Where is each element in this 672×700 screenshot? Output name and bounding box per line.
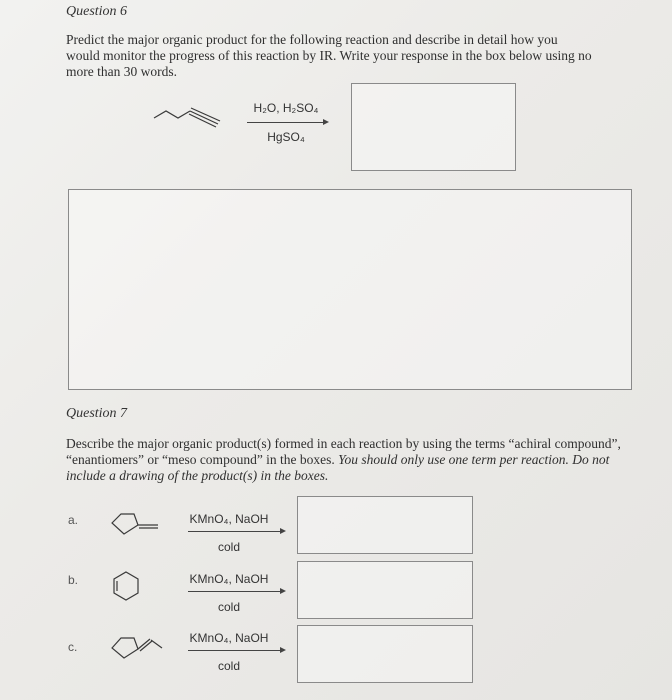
- reaction-c-answer-box[interactable]: [297, 625, 473, 683]
- q6-reagent-bottom: HgSO₄: [267, 130, 305, 144]
- reaction-a-reagent-top: KMnO₄, NaOH: [189, 512, 269, 526]
- question-6-text: [66, 32, 656, 80]
- reaction-b-arrow: [188, 591, 284, 592]
- reaction-b-reagent-bottom: cold: [217, 600, 240, 614]
- reaction-c-arrow: [188, 650, 284, 651]
- reaction-b-label: b.: [68, 573, 79, 587]
- question-7-line-2-normal: “enantiomers” or “meso compound” in the boxes.: [66, 452, 335, 467]
- question-7-title: Question 7: [66, 406, 128, 421]
- q6-answer-box[interactable]: [68, 189, 632, 390]
- reaction-c-reagent-bottom: cold: [217, 659, 240, 673]
- reaction-a-label: a.: [68, 513, 79, 527]
- question-7-line-3: include a drawing of the product(s) in the boxes.: [66, 468, 329, 483]
- q6-product-box[interactable]: [351, 83, 516, 171]
- reaction-c-reagent-top: KMnO₄, NaOH: [189, 631, 269, 645]
- q6-reagent-top: H₂O, H₂SO₄: [253, 101, 319, 115]
- reaction-b-reagent-top: KMnO₄, NaOH: [189, 572, 269, 586]
- question-6-line-2: would monitor the progress of this reaction by IR. Write your response in the box below using no: [66, 48, 592, 63]
- cyclohexene-structure: [108, 568, 144, 604]
- question-6-line-1: Predict the major organic product for the following reaction and describe in detail how you: [66, 32, 558, 47]
- alkyne-structure: [150, 100, 230, 130]
- reaction-a-arrow: [188, 531, 284, 532]
- question-7-line-1: Describe the major organic product(s) formed in each reaction by using the terms “achiral compound”,: [66, 436, 621, 451]
- reaction-a-reagent-bottom: cold: [217, 540, 240, 554]
- methylenecyclopentane-structure: [108, 508, 164, 540]
- question-6-line-3: more than 30 words.: [66, 64, 177, 79]
- reaction-a-answer-box[interactable]: [297, 496, 473, 554]
- q6-reaction-arrow: [247, 122, 327, 123]
- reaction-b-answer-box[interactable]: [297, 561, 473, 619]
- question-7-line-2: [66, 452, 656, 468]
- question-7-line-2-italic: You should only use one term per reaction. Do not: [338, 452, 610, 467]
- reaction-c-label: c.: [68, 640, 78, 654]
- ethylidenecyclopentane-structure: [108, 628, 168, 664]
- question-6-title: Question 6: [66, 4, 128, 19]
- question-7-text: [66, 436, 656, 484]
